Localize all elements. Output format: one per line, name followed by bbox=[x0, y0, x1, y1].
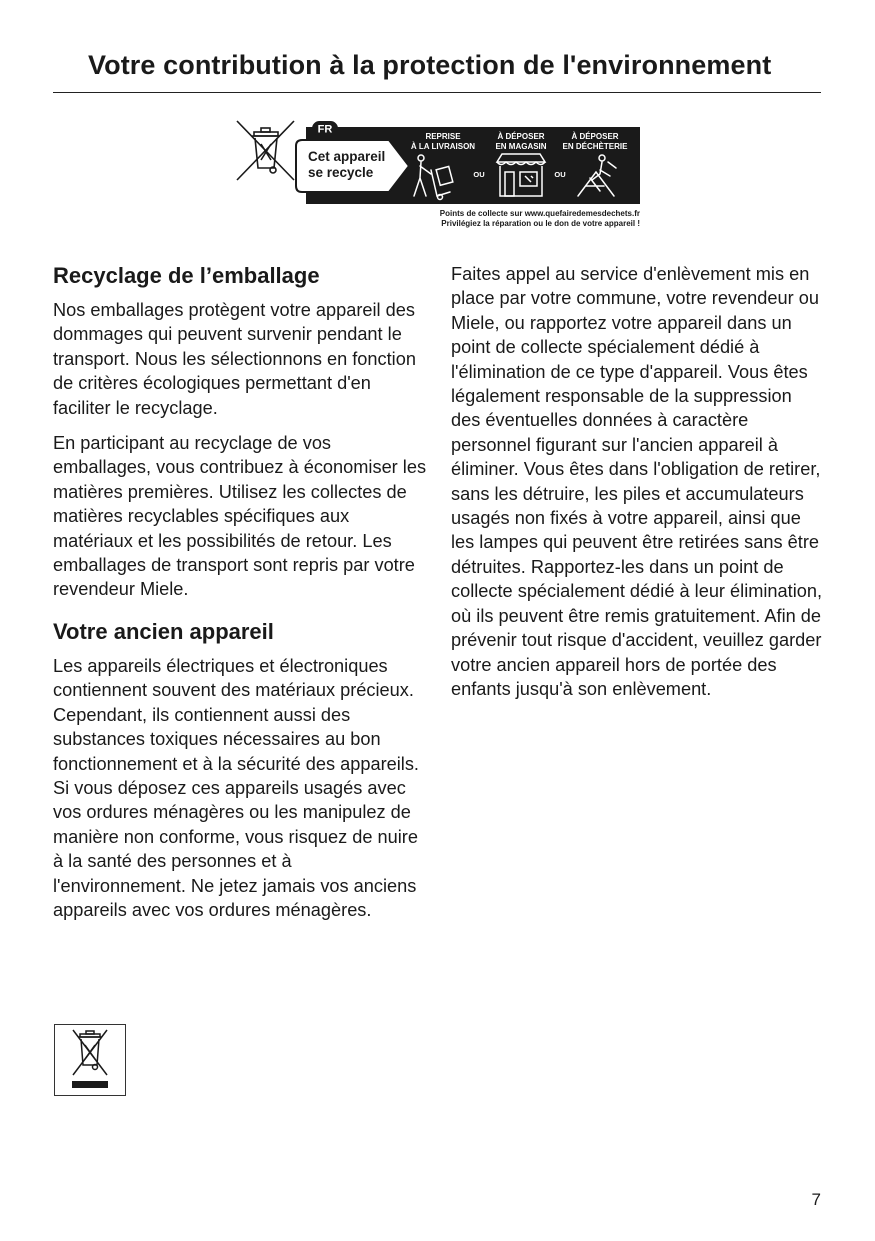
old-appliance-heading: Votre ancien appareil bbox=[53, 618, 274, 644]
left-column bbox=[53, 262, 428, 933]
logo-line-1: Cet appareil bbox=[308, 149, 386, 164]
option-dump-label-2: EN DÉCHÈTERIE bbox=[562, 142, 628, 151]
right-column bbox=[451, 262, 823, 712]
option-delivery-label-2: À LA LIVRAISON bbox=[410, 142, 476, 151]
packaging-heading: Recyclage de l’emballage bbox=[53, 263, 320, 288]
option-store-label-2: EN MAGASIN bbox=[495, 142, 547, 151]
option-store-label-1: À DÉPOSER bbox=[497, 132, 545, 141]
collection-points-note: Points de collecte sur www.quefairedemesdechets.fr bbox=[439, 209, 640, 218]
title-divider bbox=[53, 92, 821, 93]
crossed-out-wheelie-bin-icon bbox=[237, 121, 294, 180]
or-separator-1: OU bbox=[473, 170, 485, 179]
page-number: 7 bbox=[811, 1190, 821, 1209]
old-appliance-paragraph-2: Faites appel au service d'enlèvement mis en place par votre commune, votre revendeur ou Miele, ou rapportez votre appareil dans un point de collecte spécialement dédié à l'élimination de ce type d'appareil. Vous êtes légalement responsable de la suppression des éventuelles données à caractère personnel figurant sur l'ancien appareil à éliminer. Vous êtes dans l'obligation de retirer, sans les détruire, les piles et accumulateurs usagés non fixés à votre appareil, ainsi que les lampes qui peuvent être retirées sans être détruites. Rapportez-les dans un point de collecte spécialement dédié à leur élimination, où ils peuvent être remis gratuitement. Afin de prévenir tout risque d'accident, veuillez garder votre ancien appareil hors de portée des enfants jusqu'à son enlèvement. bbox=[451, 264, 823, 699]
old-appliance-paragraph-1: Les appareils électriques et électroniques contiennent souvent des matériaux précieux. Cependant, ils contiennent aussi des substances toxiques nécessaires au bon fonctionnement et à la sécurité des appareils. Si vous déposez ces appareils usagés avec vos ordures ménagères ou les manipulez de manière non conforme, vous risquez de nuire à la santé des personnes et à l'environnement. Ne jetez jamais vos anciens appareils avec vos ordures ménagères. bbox=[53, 655, 419, 920]
option-dump-label-1: À DÉPOSER bbox=[571, 132, 619, 141]
repair-note: Privilégiez la réparation ou le don de votre appareil ! bbox=[441, 219, 640, 228]
weee-symbol bbox=[54, 1024, 126, 1096]
logo-line-2: se recycle bbox=[308, 165, 374, 180]
country-badge: FR bbox=[317, 123, 333, 136]
or-separator-2: OU bbox=[554, 170, 566, 179]
page-title: Votre contribution à la protection de l'environnement bbox=[88, 50, 772, 80]
crossed-out-bin-icon bbox=[55, 1025, 125, 1095]
packaging-paragraph-2: En participant au recyclage de vos emballages, vous contribuez à économiser les matières premières. Utilisez les collectes de matières recyclables spécifiques aux matériaux et les possibilités de retour. Les emballages de transport sont repris par votre revendeur Miele. bbox=[53, 433, 427, 600]
option-delivery-label-1: REPRISE bbox=[425, 132, 461, 141]
recycling-banner bbox=[234, 118, 646, 230]
packaging-paragraph-1: Nos emballages protègent votre appareil des dommages qui peuvent survenir pendant le transport. Nous les sélectionnons en fonction de critères écologiques permettant d'en faciliter le recyclage. bbox=[53, 300, 416, 418]
